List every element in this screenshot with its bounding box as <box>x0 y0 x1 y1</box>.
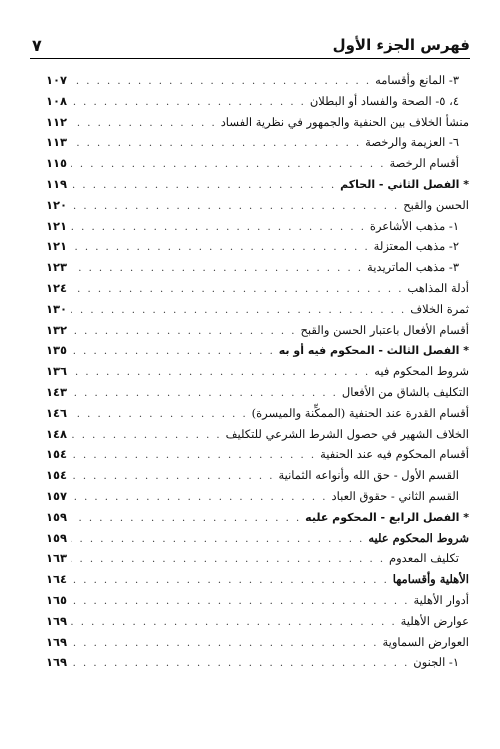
toc-entry-page: ١٣٠ <box>46 301 68 316</box>
dot-leader <box>71 301 406 322</box>
toc-entry-page: ١٢٠ <box>46 197 68 212</box>
dot-leader <box>71 634 378 655</box>
toc-entry-title: أدوار الأهلية <box>413 592 469 607</box>
toc-entry-page: ١٤٣ <box>46 384 68 399</box>
toc-entry-page: ١٦٩ <box>46 634 68 649</box>
toc-entry <box>46 403 469 424</box>
toc-entry-title: العوارض السماوية <box>382 634 469 649</box>
dot-leader <box>71 571 389 592</box>
toc-entry-title: شروط المحكوم عليه <box>368 530 469 545</box>
toc-entry <box>46 340 469 361</box>
toc-entry <box>46 216 469 237</box>
toc-entry <box>46 299 469 320</box>
dot-leader <box>71 405 248 426</box>
toc-entry-page: ١٠٨ <box>46 93 68 108</box>
dot-leader <box>71 176 336 197</box>
dot-leader <box>71 363 370 384</box>
toc-entry-page: ١٣٥ <box>46 343 68 358</box>
toc-entry <box>46 70 469 91</box>
table-of-contents <box>46 70 469 673</box>
toc-entry-title: القسم الثاني - حقوق العباد <box>331 488 459 503</box>
toc-entry-page: ١٤٦ <box>46 405 68 420</box>
toc-entry-page: ١٦٥ <box>46 592 68 607</box>
dot-leader <box>71 384 338 405</box>
toc-entry-page: ١٢١ <box>46 218 68 233</box>
toc-entry-title: * الفصل الرابع - المحكوم عليه <box>305 510 469 524</box>
dot-leader <box>71 93 306 114</box>
dot-leader <box>71 613 397 634</box>
dot-leader <box>71 218 366 239</box>
dot-leader <box>71 259 363 280</box>
toc-entry-title: منشأ الخلاف بين الحنفية والجمهور في نظرية الفساد <box>220 114 469 129</box>
toc-entry <box>46 652 469 673</box>
dot-leader <box>71 114 217 135</box>
toc-entry-title: القسم الأول - حق الله وأنواعه الثمانية <box>278 468 459 483</box>
toc-entry-page: ١٣٦ <box>46 364 68 379</box>
toc-entry <box>46 632 469 653</box>
dot-leader <box>71 155 385 176</box>
toc-entry <box>46 548 469 569</box>
toc-entry <box>46 361 469 382</box>
toc-entry <box>46 278 469 299</box>
toc-entry <box>46 195 469 216</box>
toc-entry <box>46 486 469 507</box>
dot-leader <box>71 238 370 259</box>
dot-leader <box>71 654 409 675</box>
page-number: ٧ <box>32 36 42 55</box>
toc-entry-title: ٤، ٥- الصحة والفساد أو البطلان <box>309 93 459 108</box>
dot-leader <box>71 280 403 301</box>
toc-entry <box>46 569 469 590</box>
toc-entry-title: ٣- المانع وأقسامه <box>375 73 459 87</box>
toc-entry-page: ١٥٩ <box>46 509 68 524</box>
toc-entry-page: ١٥٤ <box>46 447 68 462</box>
toc-entry-title: أقسام المحكوم فيه عند الحنفية <box>320 447 469 462</box>
toc-entry-page: ١٦٣ <box>46 551 68 566</box>
toc-entry-page: ١٢٣ <box>46 260 68 275</box>
toc-entry-page: ١٢٤ <box>46 280 68 295</box>
toc-entry-page: ١٥٤ <box>46 468 68 483</box>
toc-entry <box>46 91 469 112</box>
toc-entry-title: أقسام الرخصة <box>389 156 459 171</box>
dot-leader <box>71 509 301 530</box>
toc-entry <box>46 424 469 445</box>
toc-entry <box>46 528 469 549</box>
toc-entry-page: ١٥٩ <box>46 530 68 545</box>
dot-leader <box>71 426 222 447</box>
toc-entry <box>46 382 469 403</box>
toc-entry-page: ١٣٢ <box>46 322 68 337</box>
toc-entry-title: ثمرة الخلاف <box>410 301 469 316</box>
toc-entry-title: الخلاف الشهير في حصول الشرط الشرعي للتكليف <box>225 426 469 441</box>
dot-leader <box>71 467 274 488</box>
toc-entry-title: تكليف المعدوم <box>389 551 459 566</box>
toc-entry <box>46 236 469 257</box>
toc-entry-title: عوارض الأهلية <box>400 613 469 628</box>
toc-entry-page: ١١٩ <box>46 176 68 191</box>
toc-entry <box>46 465 469 486</box>
toc-entry <box>46 174 469 195</box>
toc-entry-title: ٣- مذهب الماتريدية <box>367 260 459 275</box>
toc-entry-page: ١٦٩ <box>46 655 68 670</box>
dot-leader <box>71 72 371 93</box>
toc-entry <box>46 590 469 611</box>
toc-entry-page: ١١٥ <box>46 156 68 171</box>
toc-entry <box>46 507 469 528</box>
toc-entry-page: ١٦٩ <box>46 613 68 628</box>
toc-entry-title: أقسام القدرة عند الحنفية (الممكِّنة والميسرة) <box>251 405 469 420</box>
toc-entry-title: الحسن والقبح <box>403 197 469 212</box>
toc-entry <box>46 320 469 341</box>
dot-leader <box>71 134 361 155</box>
toc-entry-page: ١٢١ <box>46 239 68 254</box>
toc-entry <box>46 112 469 133</box>
toc-entry-page: ١٤٨ <box>46 426 68 441</box>
dot-leader <box>71 550 385 571</box>
toc-entry-title: ١- الجنون <box>413 655 459 670</box>
toc-entry <box>46 132 469 153</box>
toc-entry-title: ٦- العزيمة والرخصة <box>365 135 459 150</box>
toc-entry <box>46 611 469 632</box>
dot-leader <box>71 592 409 613</box>
dot-leader <box>71 342 275 363</box>
toc-entry <box>46 257 469 278</box>
toc-entry-title: أقسام الأفعال باعتبار الحسن والقبح <box>300 322 469 337</box>
toc-entry-page: ١١٣ <box>46 135 68 150</box>
toc-entry-page: ١٥٧ <box>46 488 68 503</box>
toc-entry-title: * الفصل الثالث - المحكوم فيه أو به <box>278 344 469 358</box>
toc-entry-page: ١٠٧ <box>46 73 68 87</box>
toc-entry-title: الأهلية وأقسامها <box>392 572 469 587</box>
toc-entry-page: ١١٢ <box>46 114 68 129</box>
dot-leader <box>71 530 364 551</box>
dot-leader <box>71 197 399 218</box>
toc-entry-page: ١٦٤ <box>46 572 68 587</box>
toc-entry-title: شروط المحكوم فيه <box>374 364 469 379</box>
toc-entry-title: أدلة المذاهب <box>407 280 469 295</box>
toc-entry-title: ٢- مذهب المعتزلة <box>373 239 459 254</box>
page-header <box>30 36 470 59</box>
dot-leader <box>71 488 327 509</box>
toc-entry <box>46 153 469 174</box>
header-title: فهرس الجزء الأول <box>332 36 470 54</box>
toc-entry-title: التكليف بالشاق من الأفعال <box>341 384 469 399</box>
dot-leader <box>71 322 296 343</box>
toc-entry <box>46 444 469 465</box>
dot-leader <box>71 446 316 467</box>
toc-entry-title: ١- مذهب الأشاعرة <box>369 218 459 233</box>
toc-entry-title: * الفصل الثاني - الحاكم <box>340 177 469 191</box>
